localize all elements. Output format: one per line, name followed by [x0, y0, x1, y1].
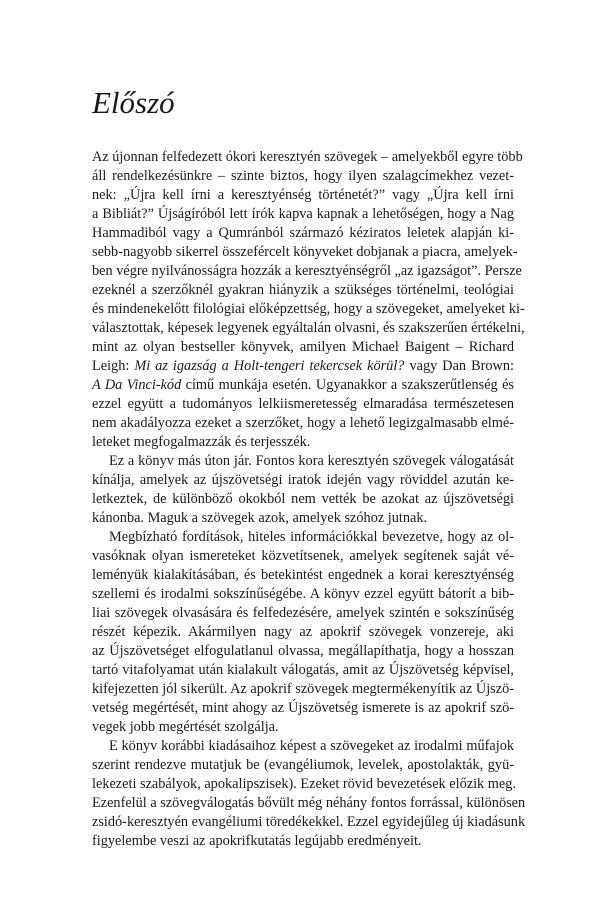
text-line	[92, 813, 526, 832]
body-text	[92, 148, 526, 851]
text-line	[92, 566, 514, 585]
text-line	[92, 642, 514, 661]
text-run: E könyv korábbi kiadásaihoz képest a szövegeket az irodalmi műfajok	[109, 738, 514, 754]
text-line	[92, 338, 514, 357]
text-run: Megbízható fordítások, hiteles információkkal bevezetve, hogy az ol-	[109, 529, 514, 545]
text-run: figyelembe veszi az apokrifkutatás legújabb eredményeit.	[92, 833, 422, 849]
text-line	[92, 452, 514, 471]
text-line	[92, 661, 514, 680]
text-run: ezeknél a szerzőknél gyakran hiányzik a szükséges történelmi, teológiai	[92, 282, 514, 298]
text-run: tartó vitafolyamat után kialakult válogatás, amit az Újszövetség képvisel,	[92, 662, 514, 678]
text-run: kánonba. Maguk a szövegek azok, amelyek szóhoz jutnak.	[92, 510, 428, 526]
text-run: az Újszövetséget elfogulatlanul olvassa, megállapíthatja, hogy a hosszan	[92, 643, 514, 659]
text-line	[92, 376, 514, 395]
text-run: szellemi és irodalmi sokszínűségébe. A könyv ezzel együtt bátorít a bib-	[92, 586, 514, 602]
text-run: sebb-nagyobb sikerrel összefércelt könyveket dobjanak a piacra, amelyek-	[92, 244, 518, 260]
text-line	[92, 775, 514, 794]
text-line	[92, 319, 525, 338]
text-line	[92, 262, 522, 281]
text-run: ben végre nyilvánosságra hozzák a keresztyénségről „az igazságot”. Persze	[92, 263, 522, 279]
text-line	[92, 300, 525, 319]
text-line	[92, 281, 514, 300]
text-line	[92, 509, 514, 528]
text-run: és mindenekelőtt filológiai előképzettség, hogy a szövegeket, amelyeket ki-	[92, 301, 525, 317]
text-run: kínálja, amelyek az újszövetségi iratok idején vagy röviddel azután ke-	[92, 472, 514, 488]
text-run: című munkája esetén. Ugyanakkor a szakszerűtlenség és	[181, 377, 514, 393]
text-run: részét képezik. Akármilyen nagy az apokrif szövegek vonzereje, aki	[92, 624, 514, 640]
text-line	[92, 623, 514, 642]
text-run: vetség megértését, mint ahogy az Újszövetség ismerete is az apokrif szö-	[92, 700, 514, 716]
text-line	[92, 414, 514, 433]
text-line	[92, 585, 514, 604]
text-line	[92, 395, 514, 414]
text-run: áll rendelkezésünkre – szinte biztos, hogy ilyen szalagcímekhez vezet-	[92, 168, 514, 184]
text-line	[92, 224, 514, 243]
text-run: nem akadályozza ezeket a szerzőket, hogy a lehető legizgalmasabb elmé-	[92, 415, 514, 431]
text-line	[92, 832, 514, 851]
text-run: választottak, képesek legyenek egyáltalán olvasni, és szakszerűen értékelni,	[92, 320, 525, 336]
text-run: vasóknak olyan ismereteket közvetítsenek, amelyek segítenek saját vé-	[92, 548, 514, 564]
page-title: Előszó	[92, 85, 175, 120]
text-run: liai szövegek olvasására és felfedezésére, amelyek szintén e sokszínűség	[92, 605, 514, 621]
text-run: vegek jobb megértését szolgálja.	[92, 719, 279, 735]
text-line	[92, 167, 514, 186]
text-run: zsidó-keresztyén evangéliumi töredékekkel. Ezzel egyidejűleg új kiadásunk	[92, 814, 526, 830]
text-line	[92, 547, 514, 566]
text-run: Az újonnan felfedezett ókori keresztyén szövegek – amelyekből egyre több	[92, 149, 523, 165]
text-line	[92, 699, 514, 718]
text-line	[92, 471, 514, 490]
book-title: Mi az igazság a Holt-tengeri tekercsek körül?	[134, 358, 405, 374]
text-line	[92, 604, 514, 623]
text-run: Hammadiból vagy a Qumránból származó kéziratos leletek alapján ki-	[92, 225, 514, 241]
text-line	[92, 718, 514, 737]
text-run: leteket megfogalmazzák és terjesszék.	[92, 434, 311, 450]
text-run: kifejezetten jól sikerült. Az apokrif szövegek megtermékenyítik az Újszö-	[92, 681, 515, 697]
text-line	[92, 794, 526, 813]
text-run: nek: „Újra kell írni a keresztyénség történetét?” vagy „Újra kell írni	[92, 187, 514, 203]
text-line	[92, 205, 514, 224]
text-run: a Bibliát?” Újságíróból lett írók kapva kapnak a lehetőségen, hogy a Nag	[92, 206, 514, 222]
text-line	[92, 186, 514, 205]
text-run: Ezenfelül a szövegválogatás bővült még néhány fontos forrással, különösen	[92, 795, 526, 811]
text-line	[92, 737, 514, 756]
text-line	[92, 357, 514, 376]
text-run: mint az olyan bestseller könyvek, amilyen Michael Baigent – Richard	[92, 339, 514, 355]
book-title: A Da Vinci-kód	[92, 377, 182, 393]
text-line	[92, 243, 518, 262]
text-run: lekezeti szabályok, apokalipszisek). Ezeket rövid bevezetések előzik meg.	[92, 776, 516, 792]
text-line	[92, 528, 514, 547]
text-run: leményük kialakításában, és betekintést engednek a korai keresztyénség	[92, 567, 514, 583]
text-run: szerint rendezve mutatjuk be (evangéliumok, levelek, apostolakták, gyü-	[92, 757, 514, 773]
text-line	[92, 433, 514, 452]
text-run: ezzel együtt a tudományos lelkiismeretesség elmaradása természetesen	[92, 396, 514, 412]
text-line	[92, 680, 514, 699]
text-line	[92, 490, 514, 509]
text-line	[92, 756, 514, 775]
text-run: Leigh:	[92, 358, 135, 374]
text-line	[92, 148, 523, 167]
text-run: letkeztek, de különböző okokból nem vették be azokat az újszövetségi	[92, 491, 514, 507]
text-run: vagy Dan Brown:	[404, 358, 514, 374]
text-run: Ez a könyv más úton jár. Fontos kora keresztyén szövegek válogatását	[109, 453, 514, 469]
